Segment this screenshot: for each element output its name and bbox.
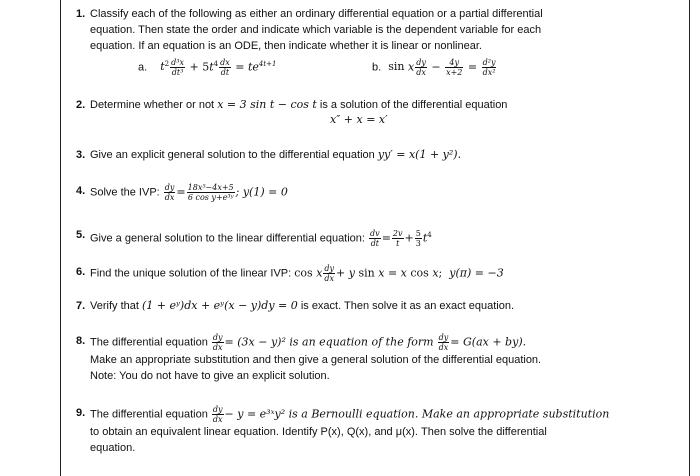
question-text: Find the unique solution of the linear IVP: bbox=[90, 267, 292, 280]
question-number: 3. bbox=[76, 149, 86, 161]
question-number: 4. bbox=[76, 185, 86, 197]
question-6: 6. Find the unique solution of the linear IVP: cos x $\frac{dy}{dx}$ + y sin x = x cos x; y(π) = −3 bbox=[76, 264, 504, 283]
display-equation: x″ + x = x′ bbox=[330, 113, 388, 126]
question-4: 4. Solve the IVP: $\frac{dy}{dx}$ = $\frac{\text{18x⁵−4x+5}}{\text{6 cos y+e³ʸ}}$ ; y(1) = 0 bbox=[76, 183, 288, 202]
question-text: Give a general solution to the linear differential equation: bbox=[90, 232, 365, 245]
part-a: a. $t^2$ $\frac{\text{d³x}}{\text{dt³}}$ + $5t^4$ $\frac{dx}{dt}$ = $te^{4t+1}$ bbox=[138, 58, 277, 77]
question-number: 6. bbox=[76, 266, 86, 278]
question-text-continued: is a solution of the differential equation bbox=[319, 99, 508, 111]
question-1 bbox=[76, 6, 650, 54]
question-text-line-2: Make an appropriate substitution and then give a general solution of the differential equation. bbox=[90, 354, 542, 366]
part-a-label: a. bbox=[138, 61, 148, 74]
question-number: 7. bbox=[76, 300, 86, 312]
form-equation: = G(ax + by). bbox=[450, 335, 527, 349]
part-b: b. sin x $\frac{dy}{dx}$ − $\frac{4y}{x+2}$ = $\frac{\text{d²y}}{\text{dx²}}$ bbox=[372, 58, 496, 77]
question-text: Classify each of the following as either an ordinary differential equation or a partial differential equation. Then state the order and indicate which variable is the dependent variable for each equation. If an equation is an ODE, then indicate whether it is linear or nonlinear. bbox=[90, 8, 543, 52]
inline-equation: yy′ = x(1 + y²). bbox=[377, 148, 462, 161]
inline-equation: = (3x − y)² is an equation of the form bbox=[224, 335, 434, 349]
question-number: 8. bbox=[76, 335, 86, 347]
question-text: Verify that bbox=[90, 300, 139, 312]
question-text: The differential equation bbox=[90, 408, 208, 421]
question-number: 9. bbox=[76, 407, 86, 419]
question-2 bbox=[76, 97, 650, 113]
question-number: 5. bbox=[76, 229, 86, 241]
inline-equation: x = 3 sin t − cos t bbox=[217, 98, 317, 111]
question-number: 2. bbox=[76, 99, 86, 111]
question-text: Solve the IVP: bbox=[90, 186, 160, 199]
question-number: 1. bbox=[76, 8, 86, 20]
question-9: 9. The differential equation $\frac{dy}{dx}$ − y = e³ˣy² is a Bernoulli equation. Make an appropriate substitution to obtain an equivalent linear equation. Identify P(x), Q(x), and μ(x). Then solve the differential equation. bbox=[90, 405, 650, 456]
question-3 bbox=[76, 147, 650, 163]
inline-equation: − y = e³ˣy² is a Bernoulli equation. Make an appropriate substitution bbox=[224, 407, 610, 421]
question-5: 5. Give a general solution to the linear differential equation: $\frac{dv}{dt}$ = $\frac{2v}{t}$ + $\frac{5}{3}$ $t^4$ bbox=[76, 229, 432, 249]
initial-condition: ; y(1) = 0 bbox=[235, 185, 288, 199]
question-text-line-3: equation. bbox=[90, 442, 136, 454]
question-note: Note: You do not have to give an explicit solution. bbox=[90, 370, 330, 382]
initial-condition: y(π) = −3 bbox=[449, 266, 504, 280]
inline-equation: (1 + eʸ)dx + eʸ(x − y)dy = 0 bbox=[141, 299, 298, 312]
question-text: The differential equation bbox=[90, 336, 208, 349]
question-8: 8. The differential equation $\frac{dy}{dx}$ = (3x − y)² is an equation of the form $\frac{dy}{dx}$ = G(ax + by). Make an appropriate substitution and then give a general solution of the differential equation. Note: You do not have to give an explicit solution. bbox=[90, 333, 650, 384]
question-text: Give an explicit general solution to the differential equation bbox=[90, 149, 375, 161]
question-text-continued: is exact. Then solve it as an exact equation. bbox=[300, 300, 515, 312]
question-text: Determine whether or not bbox=[90, 99, 215, 111]
part-b-label: b. bbox=[372, 61, 382, 74]
question-7 bbox=[76, 298, 650, 314]
question-text-line-2: to obtain an equivalent linear equation. Identify P(x), Q(x), and μ(x). Then solve the differential bbox=[90, 426, 547, 438]
